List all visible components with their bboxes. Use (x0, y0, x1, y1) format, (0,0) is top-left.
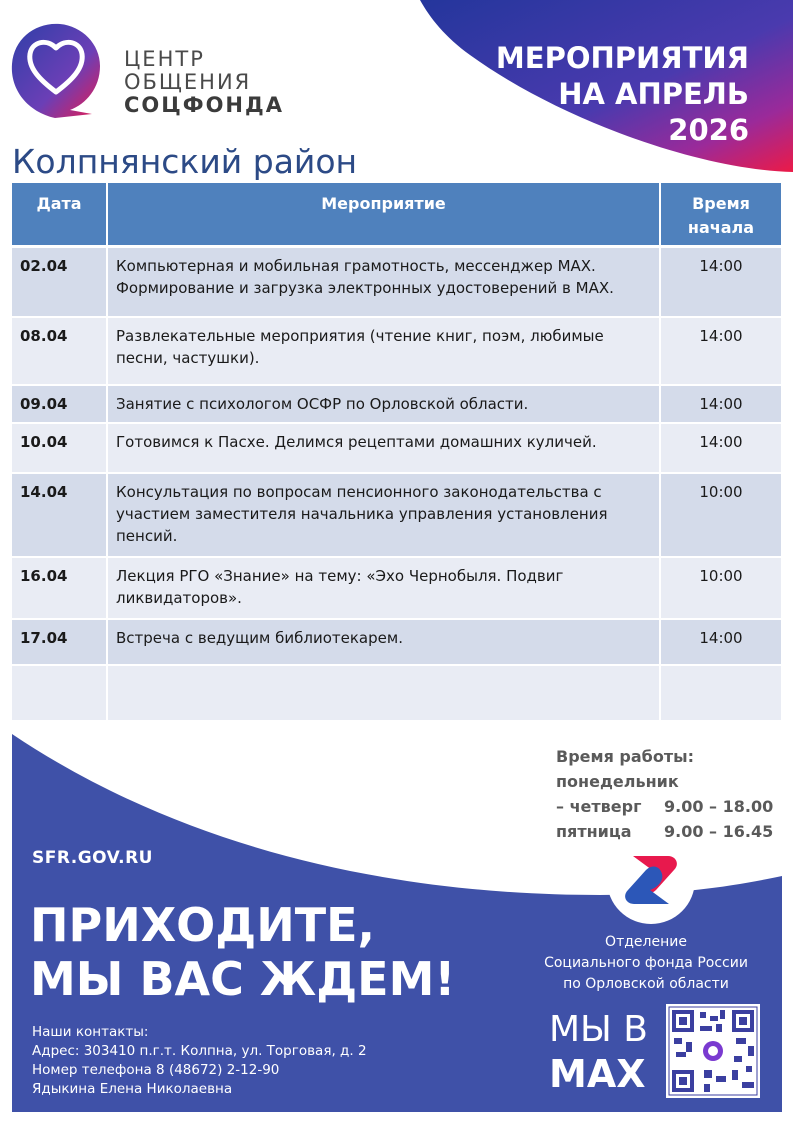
slogan (30, 898, 455, 1006)
contacts-phone: Номер телефона 8 (48672) 2-12-90 (32, 1062, 280, 1078)
header-event: Мероприятие (107, 183, 660, 247)
row-event: Занятие с психологом ОСФР по Орловской области. (107, 385, 660, 423)
hours-line-1: понедельник (556, 772, 679, 791)
contacts (32, 1023, 367, 1099)
row-time (660, 665, 782, 721)
organization-name (526, 932, 766, 995)
row-time: 14:00 (660, 385, 782, 423)
row-time: 10:00 (660, 473, 782, 557)
max-messenger-label (549, 1008, 648, 1096)
row-date: 16.04 (12, 557, 107, 619)
page-title-line-2: НА АПРЕЛЬ (558, 77, 749, 111)
table-row (12, 247, 782, 317)
row-date (12, 665, 107, 721)
row-date: 10.04 (12, 423, 107, 473)
row-time: 14:00 (660, 619, 782, 665)
row-date: 17.04 (12, 619, 107, 665)
org-line-1: Отделение (605, 934, 687, 950)
row-date: 14.04 (12, 473, 107, 557)
table-row (12, 385, 782, 423)
row-time: 14:00 (660, 247, 782, 317)
contacts-person: Ядыкина Елена Николаевна (32, 1081, 233, 1097)
org-line-2: Социального фонда России (544, 955, 748, 971)
brand-line-1: ЦЕНТР (124, 47, 205, 71)
table-row (12, 423, 782, 473)
table-row (12, 557, 782, 619)
row-event (107, 665, 660, 721)
max-line-2: MAX (549, 1052, 646, 1096)
row-time: 14:00 (660, 423, 782, 473)
brand-line-3: СОЦФОНДА (124, 93, 284, 117)
hours-line-2-label: – четверг (556, 797, 642, 816)
brand-logo-text (124, 48, 284, 117)
hours-line-3-value: 9.00 – 16.45 (664, 822, 774, 841)
table-header-row (12, 183, 782, 247)
hours-title: Время работы: (556, 747, 694, 766)
contacts-title: Наши контакты: (32, 1024, 149, 1040)
slogan-line-1: ПРИХОДИТЕ, (30, 898, 376, 952)
page-title (496, 40, 749, 148)
page-title-line-3: 2026 (668, 113, 749, 147)
row-event: Лекция РГО «Знание» на тему: «Эхо Чернобыля. Подвиг ликвидаторов». (107, 557, 660, 619)
hours-line-3-label: пятница (556, 822, 632, 841)
row-date: 09.04 (12, 385, 107, 423)
max-line-1: МЫ В (549, 1009, 648, 1050)
row-event: Компьютерная и мобильная грамотность, мессенджер MAX. Формирование и загрузка электронных удостоверений в MAX. (107, 247, 660, 317)
row-time: 10:00 (660, 557, 782, 619)
district-title: Колпнянский район (12, 142, 358, 181)
header-time: Время начала (660, 183, 782, 247)
table-row (12, 473, 782, 557)
heart-speech-bubble-icon (12, 24, 100, 118)
table-row (12, 317, 782, 385)
table-row (12, 665, 782, 721)
row-time: 14:00 (660, 317, 782, 385)
table-row (12, 619, 782, 665)
org-line-3: по Орловской области (563, 976, 729, 992)
website-link[interactable]: SFR.GOV.RU (32, 848, 153, 868)
row-event: Развлекательные мероприятия (чтение книг, поэм, любимые песни, частушки). (107, 317, 660, 385)
header-date: Дата (12, 183, 107, 247)
slogan-line-2: МЫ ВАС ЖДЕМ! (30, 952, 456, 1006)
events-table (12, 183, 783, 722)
qr-code-icon (666, 1004, 760, 1098)
row-date: 08.04 (12, 317, 107, 385)
sfr-logo-icon (607, 836, 695, 924)
contacts-address: Адрес: 303410 п.г.т. Колпна, ул. Торговая, д. 2 (32, 1043, 367, 1059)
row-event: Встреча с ведущим библиотекарем. (107, 619, 660, 665)
working-hours (556, 744, 774, 844)
hours-line-2-value: 9.00 – 18.00 (664, 797, 774, 816)
brand-line-2: ОБЩЕНИЯ (124, 70, 252, 94)
row-date: 02.04 (12, 247, 107, 317)
row-event: Консультация по вопросам пенсионного законодательства с участием заместителя начальника управления установления пенсий. (107, 473, 660, 557)
row-event: Готовимся к Пасхе. Делимся рецептами домашних куличей. (107, 423, 660, 473)
page-title-line-1: МЕРОПРИЯТИЯ (495, 41, 749, 75)
